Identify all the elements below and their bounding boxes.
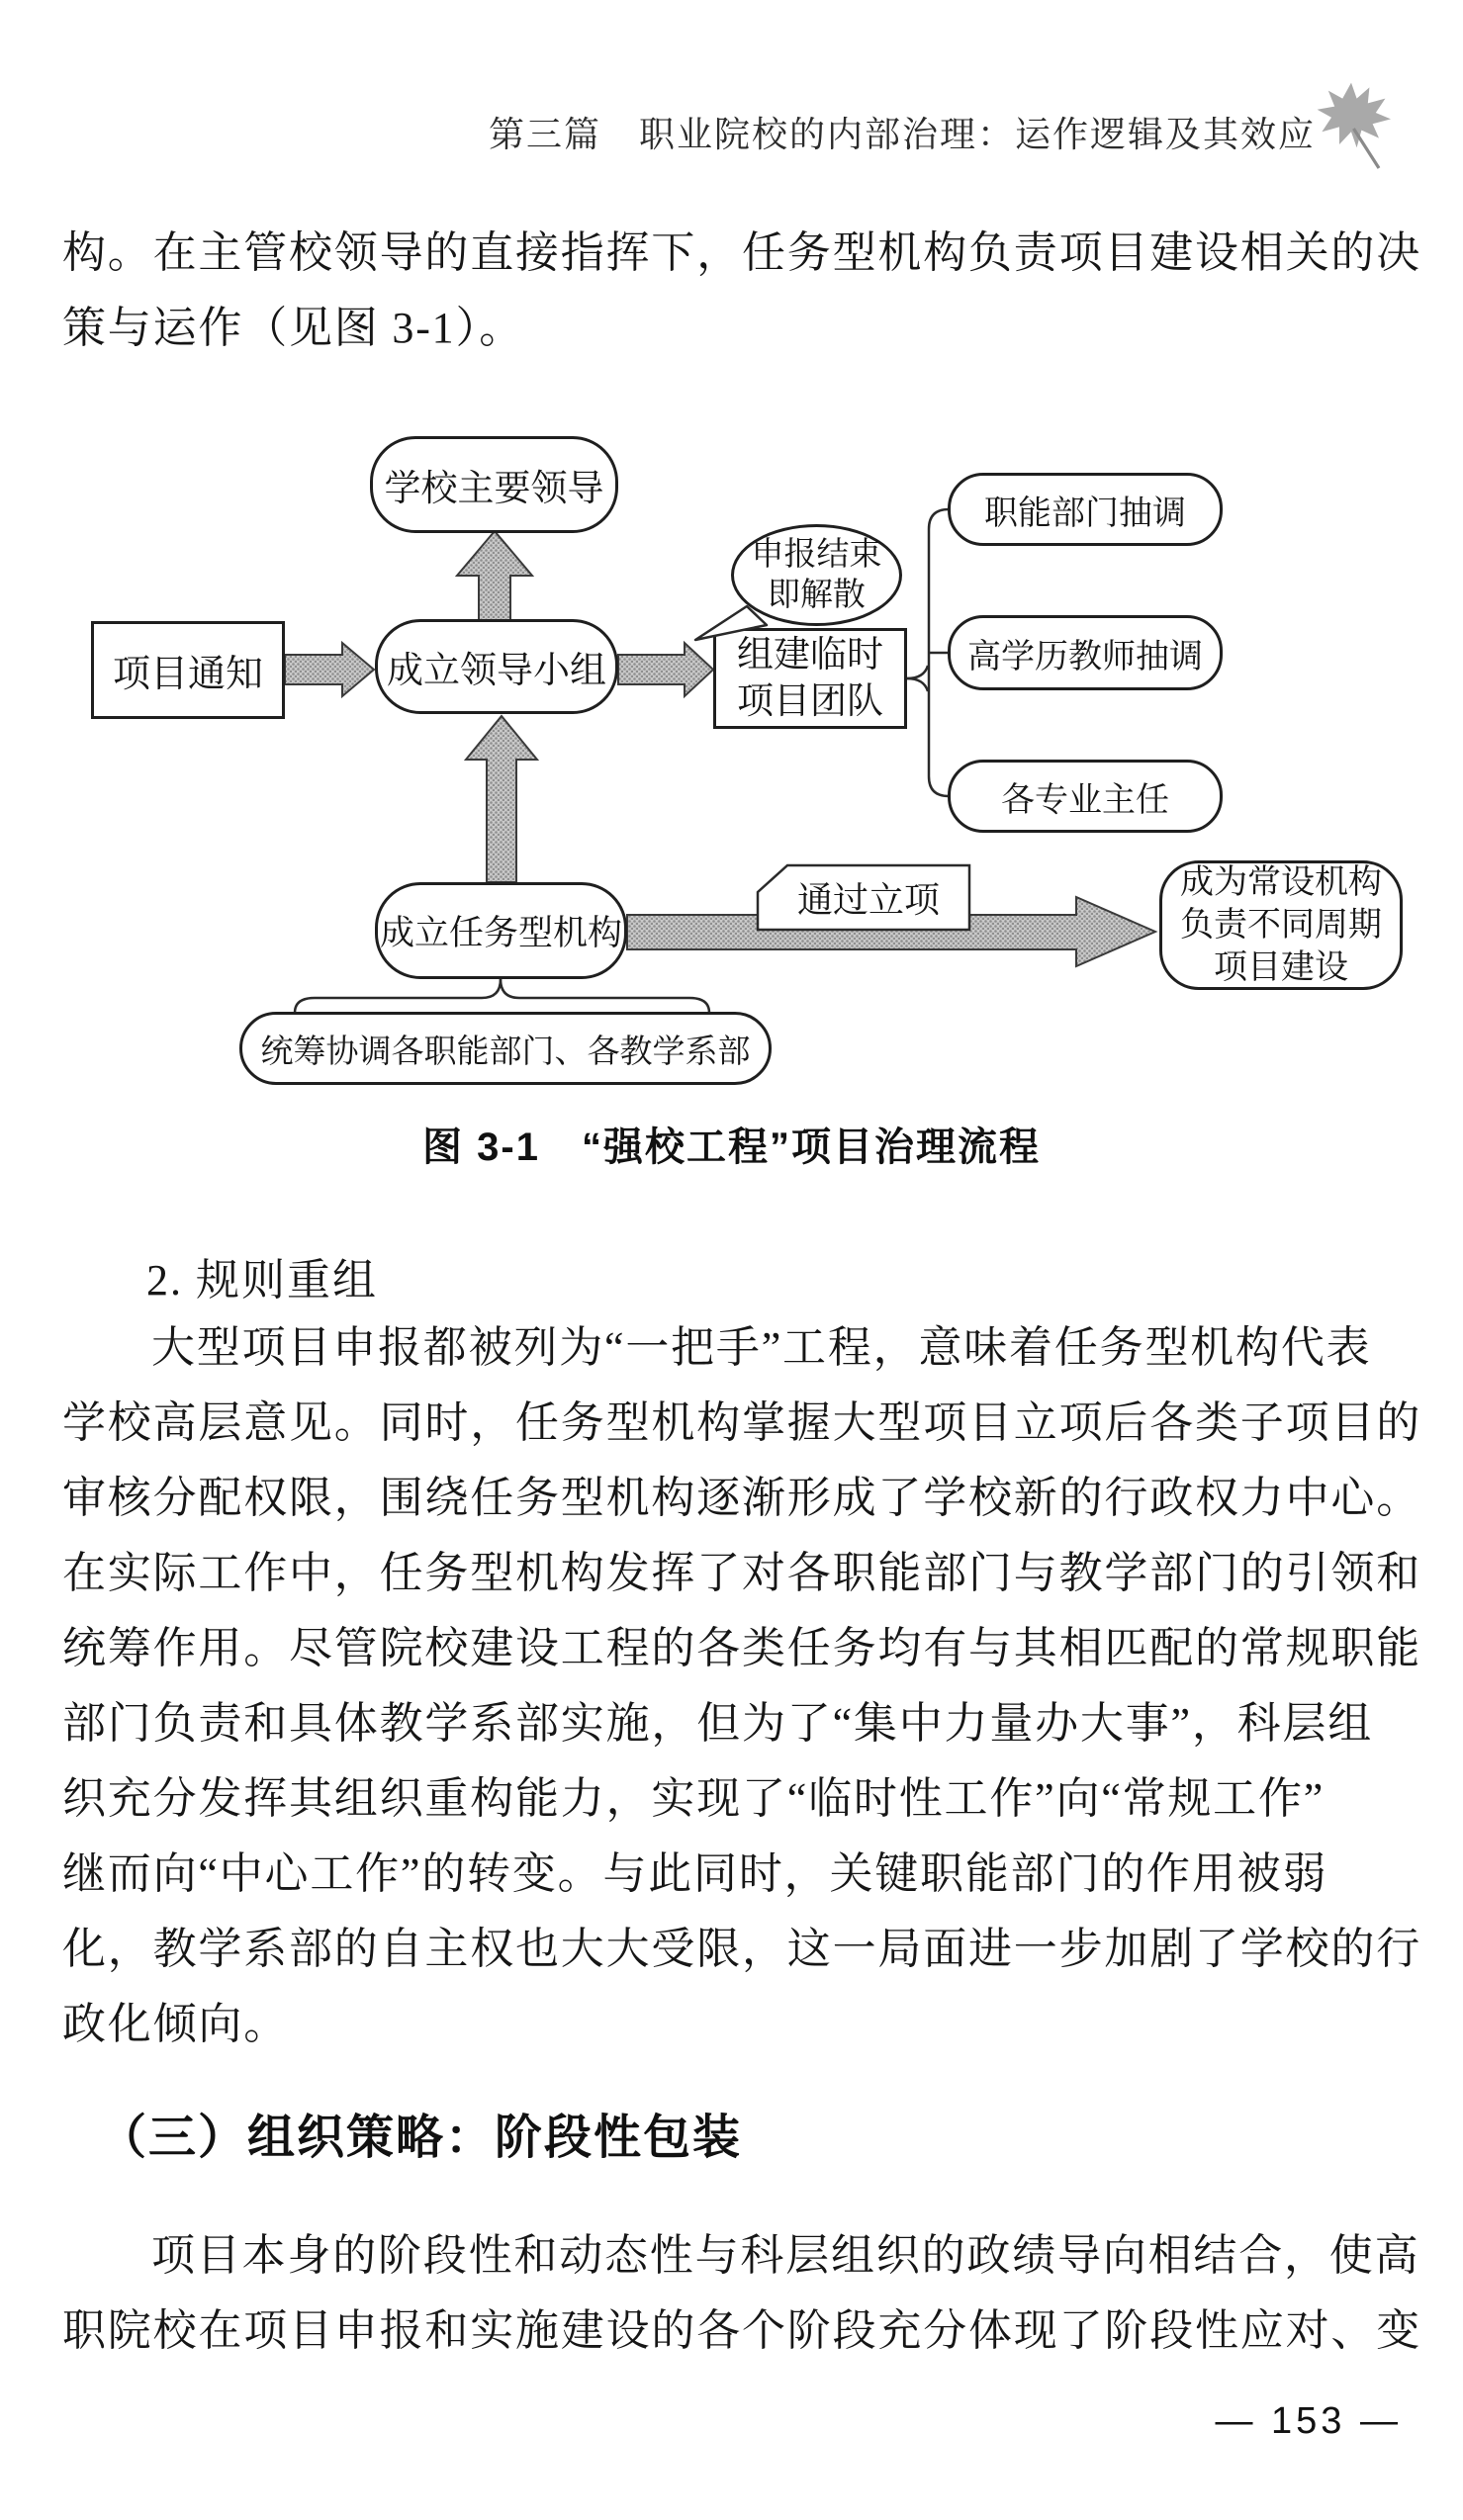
fork-brace-root-up [907, 666, 928, 678]
node-label: 项目团队 [737, 681, 883, 722]
node-label: 负责不同周期 [1180, 907, 1382, 944]
node-program-directors [948, 760, 1223, 833]
bubble-tail [687, 588, 786, 653]
node-label: 高学历教师抽调 [967, 638, 1203, 675]
body-line: 审核分配权限，围绕任务型机构逐渐形成了学校新的行政权力中心。 [62, 1474, 1421, 1522]
body-line: 在实际工作中，任务型机构发挥了对各职能部门与教学部门的引领和 [62, 1549, 1421, 1597]
fork-brace-root-down [907, 678, 928, 691]
body-line: 统筹作用。尽管院校建设工程的各类任务均有与其相匹配的常规职能 [62, 1624, 1421, 1672]
section-heading: （三）组织策略：阶段性包装 [99, 2112, 743, 2164]
body-line: 织充分发挥其组织重构能力，实现了“临时性工作”向“常规工作” [62, 1774, 1326, 1823]
node-teachers [948, 615, 1223, 690]
node-label: 申报结束 [751, 536, 882, 573]
body-line: 化，教学系部的自主权也大大受限，这一局面进一步加剧了学校的行 [62, 1925, 1421, 1973]
page-number: — 153 — [1215, 2400, 1402, 2442]
node-label: 通过立项 [796, 880, 940, 920]
body-line: 继而向“中心工作”的转变。与此同时，关键职能部门的作用被弱 [62, 1849, 1328, 1898]
node-label: 项目通知 [112, 654, 263, 695]
node-project-approved-banner [758, 865, 969, 930]
node-label: 成立任务型机构 [379, 914, 622, 952]
intro-line: 策与运作（见图 3-1）。 [62, 304, 525, 352]
intro-line: 构。在主管校领导的直接指挥下，任务型机构负责项目建设相关的决 [62, 228, 1421, 277]
node-label: 组建临时 [737, 635, 883, 675]
body-line: 职院校在项目申报和实施建设的各个阶段充分体现了阶段性应对、变 [62, 2306, 1421, 2355]
body-line: 学校高层意见。同时，任务型机构掌握大型项目立项后各类子项目的 [62, 1398, 1421, 1447]
node-label: 成立领导小组 [387, 651, 606, 691]
node-label: 成为常设机构 [1180, 864, 1382, 901]
node-label: 职能部门抽调 [984, 495, 1186, 532]
node-label: 即解散 [768, 577, 866, 613]
body-line: 项目本身的阶段性和动态性与科层组织的政绩导向相结合，使高 [151, 2231, 1420, 2280]
body-line: 部门负责和具体教学系部实施，但为了“集中力量办大事”，科层组 [62, 1699, 1374, 1748]
node-permanent-org [1159, 860, 1403, 990]
node-label: 学校主要领导 [384, 469, 604, 509]
bottom-brace-right [501, 979, 709, 1013]
node-school-leaders [370, 436, 618, 533]
node-coordinate-depts [239, 1012, 772, 1085]
node-leading-group [375, 619, 618, 714]
arrow-notice-to-leading-group [285, 643, 374, 696]
subsection-title: 2. 规则重组 [146, 1256, 378, 1305]
node-label: 各专业主任 [1001, 781, 1169, 819]
node-functional-dept [948, 473, 1223, 546]
bottom-brace-left [295, 979, 501, 1013]
node-task-org [375, 882, 627, 979]
node-project-notice [91, 621, 285, 719]
arrow-up-to-school-leaders [457, 531, 532, 620]
arrow-task-org-to-leading-group [466, 716, 537, 882]
flowchart-figure [59, 425, 1424, 1098]
running-header: 第三篇 职业院校的内部治理：运作逻辑及其效应 [488, 114, 1316, 154]
body-line: 政化倾向。 [62, 2000, 289, 2048]
maple-leaf-icon [1316, 81, 1395, 172]
node-label: 统筹协调各职能部门、各教学系部 [260, 1034, 751, 1070]
node-label: 项目建设 [1214, 949, 1348, 986]
flowchart-connectors [59, 425, 1424, 1098]
body-line: 大型项目申报都被列为“一把手”工程，意味着任务型机构代表 [151, 1323, 1372, 1372]
figure-caption: 图 3-1 “强校工程”项目治理流程 [422, 1125, 1041, 1169]
